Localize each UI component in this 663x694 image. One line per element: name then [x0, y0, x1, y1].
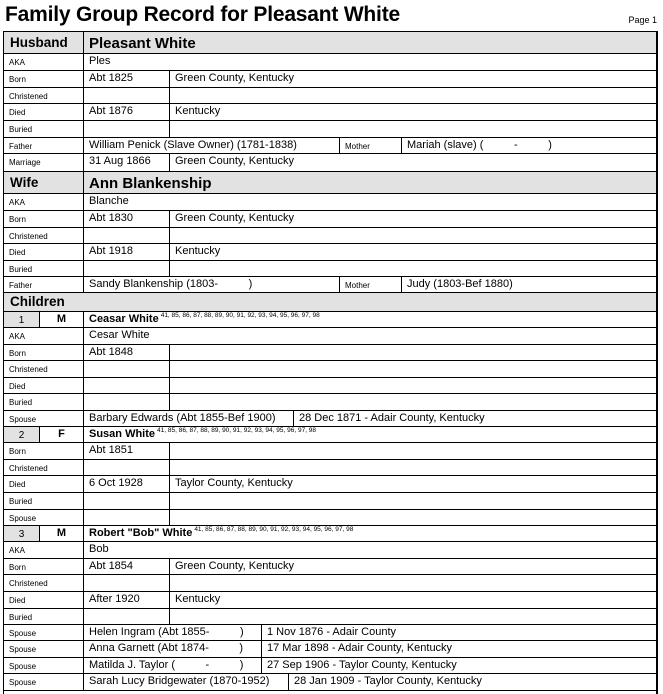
died-place: Kentucky [175, 593, 221, 605]
died-label: Died [4, 244, 84, 260]
christened-date [84, 575, 170, 591]
christened-date [84, 361, 170, 377]
child-christened-row [4, 361, 656, 378]
spouse-marriage: 28 Dec 1871 - Adair County, Kentucky [299, 412, 485, 424]
mother-name: Mariah (slave) ( - ) [407, 139, 552, 151]
spouse-label: Spouse [4, 510, 84, 525]
aka-label: AKA [4, 328, 84, 344]
child-name [84, 427, 656, 442]
marriage-place: Green County, Kentucky [175, 155, 295, 167]
wife-christened-row [4, 228, 656, 244]
christened-label: Christened [4, 228, 84, 243]
child-name-text: Ceasar White [89, 313, 159, 325]
born-label: Born [4, 345, 84, 360]
wife-name: Ann Blankenship [89, 175, 212, 192]
source-refs: 41, 85, 86, 87, 88, 89, 90, 91, 92, 93, 94, 95, 96, 97, 98 [160, 312, 320, 319]
buried-label: Buried [4, 121, 84, 137]
child-spouse-row [4, 674, 656, 691]
died-date: Abt 1876 [84, 104, 170, 120]
child-header [4, 526, 656, 542]
buried-date [84, 394, 170, 410]
child-name-text: Susan White [89, 428, 156, 440]
died-label: Died [4, 592, 84, 608]
aka-value: Ples [89, 55, 111, 67]
spouse-name: Helen Ingram (Abt 1855- ) [84, 625, 262, 640]
died-label: Died [4, 476, 84, 492]
father-label: Father [4, 277, 84, 292]
born-place [170, 443, 656, 459]
child-spouse-row [4, 641, 656, 658]
child-header [4, 427, 656, 443]
died-place [170, 378, 656, 393]
child-buried-row [4, 394, 656, 411]
buried-label: Buried [4, 493, 84, 509]
marriage-row [4, 154, 656, 172]
died-date: After 1920 [84, 592, 170, 608]
mother-name: Judy (1803-Bef 1880) [407, 278, 513, 290]
died-place: Kentucky [175, 245, 221, 257]
child-number: 3 [4, 526, 40, 541]
wife-buried-row [4, 261, 656, 277]
marriage-label: Marriage [4, 154, 84, 171]
child-aka-row [4, 328, 656, 345]
born-date: Abt 1854 [84, 559, 170, 574]
child-died-row [4, 378, 656, 394]
died-place: Kentucky [175, 105, 221, 117]
aka-label: AKA [4, 542, 84, 558]
child-spouse-row [4, 411, 656, 427]
born-label: Born [4, 71, 84, 87]
child-name-text: Robert "Bob" White [89, 527, 193, 539]
born-place: Green County, Kentucky [175, 212, 295, 224]
christened-date [84, 460, 170, 475]
child-sex: M [40, 526, 84, 541]
family-group-record [3, 31, 658, 694]
child-name [84, 526, 656, 541]
father-label: Father [4, 138, 84, 153]
child-died-row [4, 592, 656, 609]
died-date: 6 Oct 1928 [84, 476, 170, 492]
source-refs: 41, 85, 86, 87, 88, 89, 90, 91, 92, 93, 94, 95, 96, 97, 98 [157, 427, 317, 434]
spouse-label: Spouse [4, 411, 84, 426]
aka-value: Bob [89, 543, 109, 555]
born-place [170, 345, 656, 360]
born-label: Born [4, 211, 84, 227]
husband-label: Husband [4, 32, 84, 53]
born-label: Born [4, 559, 84, 574]
buried-label: Buried [4, 261, 84, 276]
child-christened-row [4, 460, 656, 476]
spouse-marriage: 27 Sep 1906 - Taylor County, Kentucky [267, 659, 457, 671]
father-name: William Penick (Slave Owner) (1781-1838) [84, 138, 340, 153]
wife-label: Wife [4, 172, 84, 193]
christened-label: Christened [4, 460, 84, 475]
child-spouse-row [4, 625, 656, 641]
died-label: Died [4, 378, 84, 393]
child-name [84, 312, 656, 327]
born-date: Abt 1830 [84, 211, 170, 227]
buried-label: Buried [4, 394, 84, 410]
died-label: Died [4, 104, 84, 120]
mother-label: Mother [340, 138, 402, 153]
child-header [4, 312, 656, 328]
husband-parents-row [4, 138, 656, 154]
christened-date [84, 88, 170, 103]
wife-born-row [4, 211, 656, 228]
child-sex: M [40, 312, 84, 327]
spouse-name: Barbary Edwards (Abt 1855-Bef 1900) [84, 411, 294, 426]
husband-name: Pleasant White [89, 35, 196, 52]
child-number: 1 [4, 312, 40, 327]
born-place: Green County, Kentucky [175, 72, 295, 84]
aka-label: AKA [4, 194, 84, 210]
christened-date [84, 228, 170, 243]
born-date: Abt 1825 [84, 71, 170, 87]
born-date: Abt 1851 [84, 443, 170, 459]
children-label: Children [10, 294, 65, 309]
born-date: Abt 1848 [84, 345, 170, 360]
born-place: Green County, Kentucky [175, 560, 295, 572]
died-place: Taylor County, Kentucky [175, 477, 293, 489]
child-number: 2 [4, 427, 40, 442]
page-title: Family Group Record for Pleasant White [5, 3, 400, 26]
husband-christened-row [4, 88, 656, 104]
husband-born-row [4, 71, 656, 88]
child-buried-row [4, 493, 656, 510]
aka-label: AKA [4, 54, 84, 70]
child-died-row [4, 476, 656, 493]
children-header [4, 293, 656, 312]
spouse-name: Anna Garnett (Abt 1874- ) [84, 641, 262, 657]
husband-aka-row [4, 54, 656, 71]
child-born-row [4, 559, 656, 575]
child-spouse-row [4, 658, 656, 674]
spouse-label: Spouse [4, 641, 84, 657]
died-date [84, 378, 170, 393]
child-christened-row [4, 575, 656, 592]
buried-date [84, 261, 170, 276]
spouse-label: Spouse [4, 658, 84, 673]
spouse-marriage: 1 Nov 1876 - Adair County [267, 626, 397, 638]
spouse-marriage: 17 Mar 1898 - Adair County, Kentucky [267, 642, 453, 654]
spouse-name: Sarah Lucy Bridgewater (1870-1952) [84, 674, 289, 690]
child-buried-row [4, 609, 656, 625]
buried-date [84, 609, 170, 624]
mother-label: Mother [340, 277, 402, 292]
spouse-label: Spouse [4, 625, 84, 640]
wife-aka-row [4, 194, 656, 211]
aka-value: Cesar White [89, 329, 150, 341]
aka-value: Blanche [89, 195, 129, 207]
child-spouse-row [4, 510, 656, 526]
died-date: Abt 1918 [84, 244, 170, 260]
page-number: Page 1 [628, 15, 657, 25]
buried-label: Buried [4, 609, 84, 624]
buried-date [84, 493, 170, 509]
father-name: Sandy Blankenship (1803- ) [84, 277, 340, 292]
wife-parents-row [4, 277, 656, 293]
child-aka-row [4, 542, 656, 559]
husband-header [4, 32, 656, 54]
child-born-row [4, 345, 656, 361]
husband-buried-row [4, 121, 656, 138]
buried-date [84, 121, 170, 137]
marriage-date: 31 Aug 1866 [84, 154, 170, 171]
spouse-marriage: 28 Jan 1909 - Taylor County, Kentucky [294, 675, 482, 687]
child-born-row [4, 443, 656, 460]
wife-died-row [4, 244, 656, 261]
source-refs: 41, 85, 86, 87, 88, 89, 90, 91, 92, 93, 94, 95, 96, 97, 98 [194, 526, 354, 533]
spouse-label: Spouse [4, 674, 84, 690]
born-label: Born [4, 443, 84, 459]
christened-label: Christened [4, 361, 84, 377]
husband-died-row [4, 104, 656, 121]
spouse-name [84, 510, 170, 525]
wife-header [4, 172, 656, 194]
christened-label: Christened [4, 575, 84, 591]
spouse-name: Matilda J. Taylor ( - ) [84, 658, 262, 673]
christened-label: Christened [4, 88, 84, 103]
child-sex: F [40, 427, 84, 442]
